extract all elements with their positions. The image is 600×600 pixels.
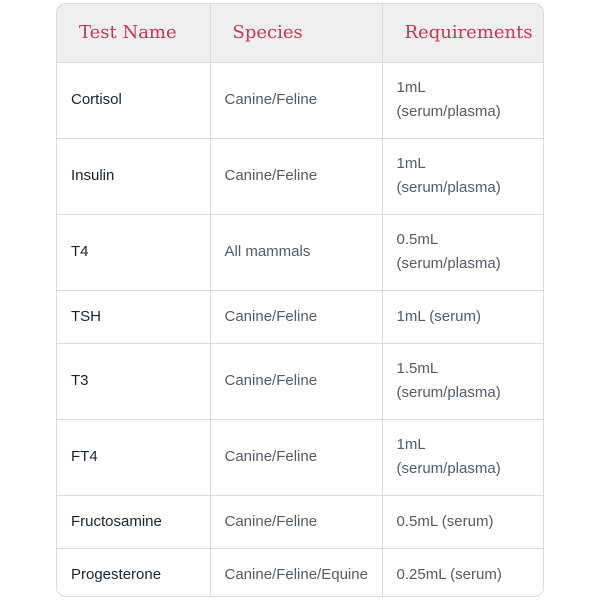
test-name-cell: T3 bbox=[57, 343, 210, 419]
header-requirements: Requirements bbox=[382, 4, 543, 62]
test-name-cell: T4 bbox=[57, 214, 210, 290]
requirements-cell bbox=[382, 290, 543, 343]
test-name-cell: Fructosamine bbox=[57, 495, 210, 548]
requirements-cell bbox=[382, 419, 543, 495]
requirements-cell bbox=[382, 214, 543, 290]
table-row bbox=[57, 343, 543, 419]
requirements-cell bbox=[382, 343, 543, 419]
table-header-row bbox=[57, 4, 543, 62]
species-cell: Canine/Feline bbox=[210, 290, 382, 343]
species-cell: Canine/Feline/Equine bbox=[210, 548, 382, 597]
table-row bbox=[57, 548, 543, 597]
requirements-text: 0.5mL (serum/plasma) bbox=[396, 231, 501, 272]
requirements-text: 0.5mL (serum) bbox=[396, 512, 494, 530]
requirements-cell bbox=[382, 495, 543, 548]
species-cell: Canine/Feline bbox=[210, 343, 382, 419]
species-cell: Canine/Feline bbox=[210, 495, 382, 548]
species-cell: Canine/Feline bbox=[210, 419, 382, 495]
test-name-cell: TSH bbox=[57, 290, 210, 343]
table-row bbox=[57, 138, 543, 214]
requirements-text: 1mL (serum/plasma) bbox=[396, 155, 501, 196]
requirements-text: 0.25mL (serum) bbox=[396, 565, 502, 583]
test-table-container bbox=[56, 3, 544, 597]
header-species: Species bbox=[210, 4, 382, 62]
requirements-text: 1.5mL (serum/plasma) bbox=[396, 360, 501, 401]
header-test-name: Test Name bbox=[57, 4, 210, 62]
table-row bbox=[57, 214, 543, 290]
species-cell: All mammals bbox=[210, 214, 382, 290]
requirements-text: 1mL (serum/plasma) bbox=[396, 436, 501, 477]
test-name-cell: Cortisol bbox=[57, 62, 210, 138]
test-name-cell: Insulin bbox=[57, 138, 210, 214]
requirements-cell bbox=[382, 138, 543, 214]
requirements-text: 1mL (serum) bbox=[396, 307, 481, 325]
requirements-cell bbox=[382, 62, 543, 138]
test-requirements-table bbox=[57, 4, 543, 597]
table-row bbox=[57, 62, 543, 138]
species-cell: Canine/Feline bbox=[210, 62, 382, 138]
test-name-cell: Progesterone bbox=[57, 548, 210, 597]
requirements-text: 1mL (serum/plasma) bbox=[396, 79, 501, 120]
test-name-cell: FT4 bbox=[57, 419, 210, 495]
table-row bbox=[57, 419, 543, 495]
table-row bbox=[57, 290, 543, 343]
species-cell: Canine/Feline bbox=[210, 138, 382, 214]
requirements-cell bbox=[382, 548, 543, 597]
table-row bbox=[57, 495, 543, 548]
